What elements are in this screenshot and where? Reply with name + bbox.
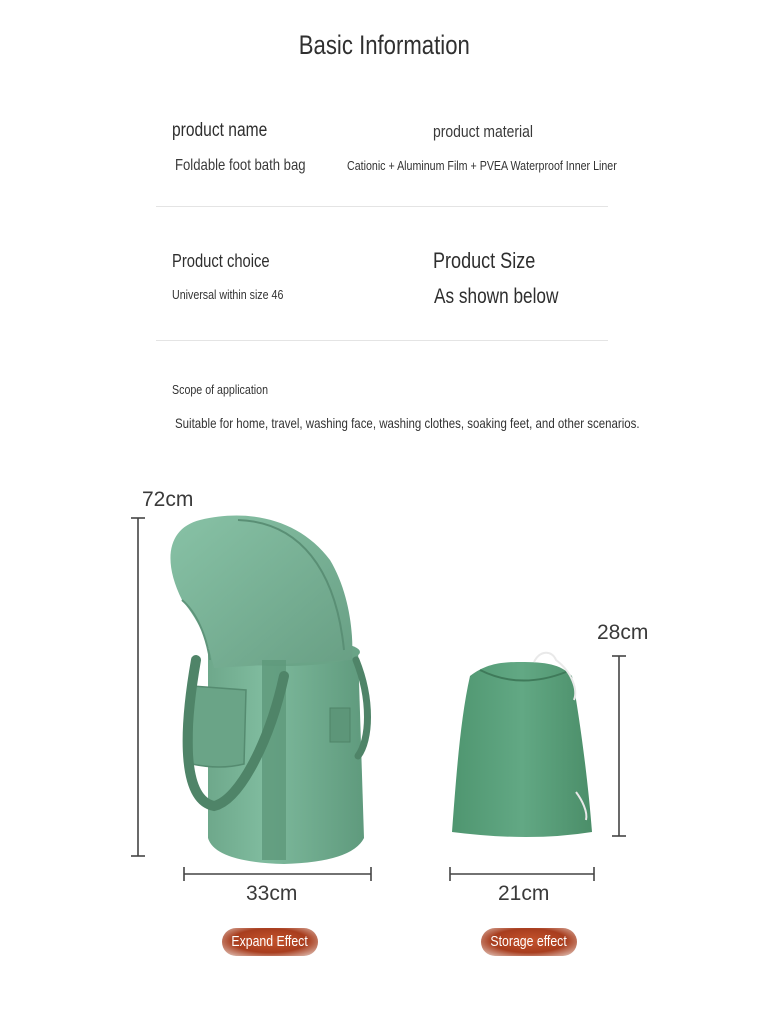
height-dimension-line-storage <box>612 656 626 836</box>
page-title: Basic Information <box>298 30 470 60</box>
product-size-value: As shown below <box>434 285 559 308</box>
expand-effect-caption: Expand Effect <box>222 928 318 956</box>
storage-width-label: 21cm <box>498 882 550 905</box>
product-material-label: product material <box>433 122 533 141</box>
expanded-width-label: 33cm <box>246 882 298 905</box>
foot-bath-bag-expanded <box>170 516 367 864</box>
product-name-label: product name <box>172 120 268 141</box>
width-dimension-line-storage <box>450 867 594 881</box>
product-choice-label: Product choice <box>172 251 270 271</box>
product-size-label: Product Size <box>433 248 536 273</box>
product-material-value: Cationic + Aluminum Film + PVEA Waterproof Inner Liner <box>347 158 617 173</box>
storage-effect-caption: Storage effect <box>481 928 577 956</box>
scope-value: Suitable for home, travel, washing face, washing clothes, soaking feet, and other scenarios. <box>175 415 640 431</box>
height-dimension-line-expanded <box>131 518 145 856</box>
product-choice-value: Universal within size 46 <box>172 287 284 302</box>
expanded-height-label: 72cm <box>142 488 194 511</box>
storage-sack <box>452 653 592 837</box>
width-dimension-line-expanded <box>184 867 371 881</box>
product-name-value: Foldable foot bath bag <box>175 157 306 174</box>
scope-label: Scope of application <box>172 382 269 397</box>
storage-height-label: 28cm <box>597 621 649 644</box>
